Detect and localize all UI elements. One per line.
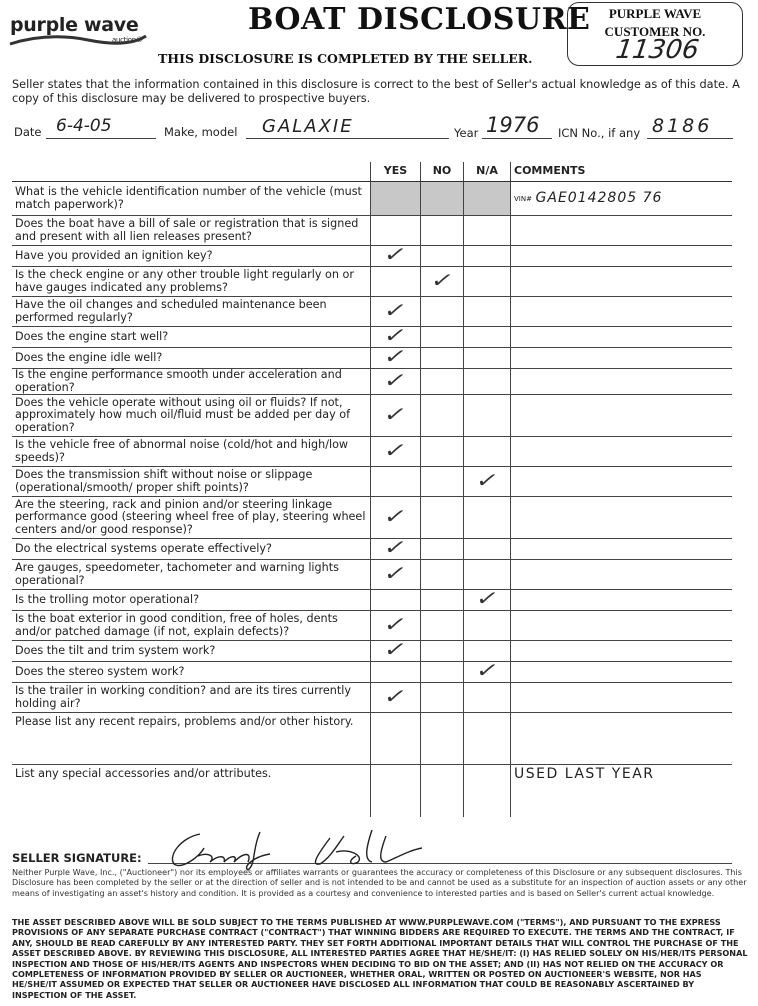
comments-cell[interactable]	[511, 641, 733, 662]
comments-cell[interactable]	[511, 297, 733, 327]
check-mark-icon: ✓	[473, 586, 501, 611]
na-answer-cell[interactable]	[464, 497, 511, 539]
yes-answer-cell[interactable]	[371, 560, 421, 590]
accessories-answer-cell[interactable]	[464, 765, 511, 817]
repairs-answer-cell[interactable]	[464, 713, 511, 765]
icn-line	[647, 137, 733, 139]
na-answer-cell[interactable]	[464, 586, 511, 611]
comments-cell[interactable]	[511, 348, 733, 369]
table-row	[12, 683, 732, 713]
question-text: Is the vehicle free of abnormal noise (cold/hot and high/low speeds)?	[12, 437, 371, 467]
no-answer-cell[interactable]	[421, 590, 464, 611]
question-text: Have the oil changes and scheduled maintenance been performed regularly?	[12, 297, 371, 327]
table-row	[12, 590, 732, 611]
logo-wave-icon	[8, 34, 148, 48]
customer-number[interactable]: 11306	[613, 35, 701, 65]
question-text: Is the engine performance smooth under acceleration and operation?	[12, 369, 371, 395]
page-subtitle: THIS DISCLOSURE IS COMPLETED BY THE SELLER.	[158, 51, 533, 66]
no-answer-cell[interactable]	[421, 497, 464, 539]
icn-label: ICN No., if any	[558, 126, 641, 140]
question-header	[12, 162, 371, 182]
no-answer-cell[interactable]	[421, 539, 464, 560]
no-header: NO	[421, 162, 464, 182]
table-row	[12, 267, 732, 297]
no-answer-cell[interactable]	[421, 437, 464, 467]
table-row	[12, 348, 732, 369]
check-mark-icon: ✓	[381, 683, 410, 708]
no-answer-cell[interactable]	[421, 297, 464, 327]
check-mark-icon: ✓	[381, 367, 410, 392]
question-text: Are the steering, rack and pinion and/or steering linkage performance good (steering wheel free of play, steering wheel centers and/or good response)?	[12, 497, 371, 539]
accessories-row	[12, 765, 732, 817]
comments-cell[interactable]	[511, 246, 733, 267]
comments-cell[interactable]	[511, 662, 733, 683]
date-line	[46, 137, 156, 139]
question-text: Does the stereo system work?	[12, 662, 371, 683]
na-header: N/A	[464, 162, 511, 182]
accessories-label: List any special accessories and/or attributes.	[15, 767, 272, 780]
question-text: Have you provided an ignition key?	[12, 246, 371, 267]
table-row	[12, 662, 732, 683]
question-text: Is the boat exterior in good condition, free of holes, dents and/or patched damage (if not, explain defects)?	[12, 611, 371, 641]
na-answer-cell[interactable]	[464, 539, 511, 560]
table-row	[12, 297, 732, 327]
repairs-comments-cell[interactable]	[511, 713, 733, 765]
no-answer-cell[interactable]	[421, 267, 464, 297]
page-title: BOAT DISCLOSURE	[248, 2, 591, 37]
repairs-answer-cell[interactable]	[371, 713, 421, 765]
table-row	[12, 611, 732, 641]
na-answer-cell[interactable]	[464, 267, 511, 297]
check-mark-icon: ✓	[381, 437, 410, 462]
question-text: Does the engine idle well?	[12, 348, 371, 369]
na-answer-cell[interactable]	[464, 611, 511, 641]
vin-value: GAE0142805 76	[535, 189, 663, 206]
make-label: Make, model	[164, 125, 238, 139]
yes-answer-cell[interactable]	[371, 497, 421, 539]
yes-answer-cell[interactable]	[371, 242, 421, 267]
table-row	[12, 467, 732, 497]
check-mark-icon: ✓	[381, 297, 410, 322]
comments-cell[interactable]	[511, 497, 733, 539]
repairs-answer-cell[interactable]	[421, 713, 464, 765]
table-row	[12, 497, 732, 539]
logo-subtext: auction®	[112, 36, 143, 44]
yes-answer-cell[interactable]	[371, 662, 421, 683]
accessories-answer-cell[interactable]	[371, 765, 421, 817]
no-answer-cell[interactable]	[421, 216, 464, 246]
yes-answer-cell[interactable]	[371, 297, 421, 327]
comments-cell[interactable]	[511, 590, 733, 611]
na-answer-cell[interactable]	[464, 437, 511, 467]
comments-header: COMMENTS	[511, 162, 733, 182]
question-text: Is the trolling motor operational?	[12, 590, 371, 611]
terms-text: THE ASSET DESCRIBED ABOVE WILL BE SOLD SUBJECT TO THE TERMS PUBLISHED AT WWW.PURPLEWAVE.COM ("TERMS"), AND PURSUANT TO THE EXPRESS PROVISIONS OF ANY SEPARATE PURCHASE CONTRACT ("CONTRACT") THAT WINNING BIDDERS ARE REQUIRED TO EXECUTE. THE TERMS AND THE CONTRACT, IF ANY, SHOULD BE READ CAREFULLY BY ANY INTERESTED PARTY. THEY SET FORTH ADDITIONAL IMPORTANT DETAILS THAT WILL CONTROL THE PURCHASE OF THE ASSET DESCRIBED ABOVE. BY REVIEWING THIS DISCLOSURE, ALL INTERESTED PARTIES AGREE THAT HE/SHE/IT: (I) HAS RELIED SOLELY ON HIS/HER/ITS PERSONAL INSPECTION AND THOSE OF HIS/HER/ITS AGENTS AND INSPECTORS WHEN DECIDING TO BID ON THE ASSET; AND (II) HAS NOT RELIED ON THE ACCURACY OR COMPLETENESS OF INFORMATION PROVIDED BY SELLER OR AUCTIONEER, WHETHER ORAL, WRITTEN OR POSTED ON AUCTIONEER'S WEBSITE, NOR HAS HE/SHE/IT ASSUMED OR EXPECTED THAT SELLER OR AUCTIONEER HAVE DISCLOSED ALL INFORMATION THAT COULD BE REASONABLY ASCERTAINED BY INSPECTION OF THE ASSET.	[12, 917, 748, 1000]
question-text: Is the check engine or any other trouble light regularly on or have gauges indicated any problems?	[12, 267, 371, 297]
comments-cell[interactable]	[511, 369, 733, 395]
comments-cell[interactable]	[511, 560, 733, 590]
question-text: Do the electrical systems operate effectively?	[12, 539, 371, 560]
table-row	[12, 369, 732, 395]
no-answer-cell[interactable]	[421, 369, 464, 395]
comments-cell[interactable]	[511, 437, 733, 467]
date-label: Date	[14, 125, 42, 139]
make-model-field[interactable]: GALAXIE	[262, 116, 354, 137]
logo	[10, 14, 143, 44]
year-line	[482, 137, 552, 139]
table-row	[12, 182, 732, 216]
question-text: Does the vehicle operate without using oil or fluids? If not, approximately how much oil/fluid must be added per day of operation?	[12, 395, 371, 437]
question-text: Does the transmission shift without noise or slippage (operational/smooth/ proper shift points)?	[12, 467, 371, 497]
repairs-label: Please list any recent repairs, problems and/or other history.	[12, 713, 371, 765]
yes-answer-cell[interactable]	[371, 683, 421, 713]
comments-cell[interactable]	[511, 267, 733, 297]
table-row	[12, 560, 732, 590]
no-answer-cell[interactable]	[421, 641, 464, 662]
table-row	[12, 539, 732, 560]
yes-answer-cell[interactable]	[371, 590, 421, 611]
question-text: Is the trailer in working condition? and are its tires currently holding air?	[12, 683, 371, 713]
check-mark-icon: ✓	[381, 637, 410, 662]
table-row	[12, 216, 732, 246]
customer-label-line1: PURPLE WAVE	[608, 6, 702, 21]
table-header-row	[12, 162, 732, 182]
no-answer-cell[interactable]	[421, 467, 464, 497]
accessories-comment: USED LAST YEAR	[514, 766, 655, 782]
na-answer-cell[interactable]	[464, 369, 511, 395]
na-answer-cell[interactable]	[464, 216, 511, 246]
comments-cell[interactable]	[511, 467, 733, 497]
table-row	[12, 641, 732, 662]
check-mark-icon: ✓	[381, 323, 410, 348]
check-mark-icon: ✓	[473, 658, 501, 683]
question-text: Are gauges, speedometer, tachometer and warning lights operational?	[12, 560, 371, 590]
vin-prefix: VIN#	[514, 194, 532, 203]
question-text: Does the tilt and trim system work?	[12, 641, 371, 662]
yes-answer-cell[interactable]	[371, 535, 421, 560]
comments-cell[interactable]	[511, 216, 733, 246]
na-answer-cell[interactable]	[464, 182, 511, 216]
no-answer-cell[interactable]	[421, 348, 464, 369]
yes-answer-cell[interactable]	[371, 216, 421, 246]
intro-statement: Seller states that the information contained in this disclosure is correct to the best of Seller's actual knowledge as of this date. A copy of this disclosure may be delivered to prospective buyers.	[12, 78, 740, 105]
no-answer-cell[interactable]	[421, 683, 464, 713]
na-answer-cell[interactable]	[464, 246, 511, 267]
icn-field[interactable]: 8186	[652, 115, 713, 137]
comments-cell[interactable]	[511, 182, 733, 216]
seller-signature-label: SELLER SIGNATURE:	[12, 851, 142, 865]
question-text: Does the boat have a bill of sale or registration that is signed and present with all lien releases present?	[12, 216, 371, 246]
yes-answer-cell[interactable]	[371, 637, 421, 662]
check-mark-icon: ✓	[381, 401, 410, 426]
year-field[interactable]: 1976	[486, 113, 540, 137]
check-mark-icon: ✓	[381, 503, 410, 528]
question-text: Does the engine start well?	[12, 327, 371, 348]
na-answer-cell[interactable]	[464, 658, 511, 683]
question-text: What is the vehicle identification number of the vehicle (must match paperwork)?	[12, 182, 371, 216]
check-mark-icon: ✓	[428, 267, 456, 292]
yes-answer-cell[interactable]	[371, 369, 421, 395]
no-answer-cell[interactable]	[421, 327, 464, 348]
no-answer-cell[interactable]	[421, 662, 464, 683]
yes-answer-cell[interactable]	[371, 395, 421, 437]
disclosure-table	[12, 162, 732, 817]
no-answer-cell[interactable]	[421, 560, 464, 590]
accessories-comments-cell[interactable]	[511, 765, 733, 817]
table-row	[12, 437, 732, 467]
year-label: Year	[454, 126, 479, 140]
repairs-row	[12, 713, 732, 765]
no-answer-cell[interactable]	[421, 182, 464, 216]
na-answer-cell[interactable]	[464, 560, 511, 590]
no-answer-cell[interactable]	[421, 395, 464, 437]
na-answer-cell[interactable]	[464, 395, 511, 437]
check-mark-icon: ✓	[381, 242, 410, 267]
customer-number-box	[567, 2, 743, 66]
na-answer-cell[interactable]	[464, 683, 511, 713]
yes-answer-cell[interactable]	[371, 344, 421, 369]
comments-cell[interactable]	[511, 539, 733, 560]
na-answer-cell[interactable]	[464, 297, 511, 327]
yes-answer-cell[interactable]	[371, 437, 421, 467]
logo-text: purple wave	[10, 14, 139, 36]
comments-cell[interactable]	[511, 611, 733, 641]
disclaimer-text: Neither Purple Wave, Inc., ("Auctioneer") nor its employees or affiliates warrants or guarantees the accuracy or completeness of this Disclosure or any subsequent disclosures. This Disclosure has been completed by the seller or at the direction of seller and is not intended to be and cannot be used as a substitute for an inspection of auction assets or any other means of investigating an asset's history and condition. It is provided as a courtesy and convenience to interested parties and is based on Seller's current actual knowledge.	[12, 867, 747, 898]
check-mark-icon: ✓	[473, 467, 501, 492]
comments-cell[interactable]	[511, 395, 733, 437]
table-row	[12, 395, 732, 437]
na-answer-cell[interactable]	[464, 467, 511, 497]
comments-cell[interactable]	[511, 327, 733, 348]
customer-label-line2: CUSTOMER NO.	[604, 24, 706, 39]
table-row	[12, 327, 732, 348]
seller-signature-image[interactable]	[160, 826, 440, 872]
yes-answer-cell[interactable]	[371, 611, 421, 641]
check-mark-icon: ✓	[381, 611, 410, 636]
yes-answer-cell[interactable]	[371, 467, 421, 497]
table-row	[12, 246, 732, 267]
comments-cell[interactable]	[511, 683, 733, 713]
no-answer-cell[interactable]	[421, 246, 464, 267]
date-field[interactable]: 6-4-05	[56, 116, 112, 136]
yes-answer-cell[interactable]	[371, 182, 421, 216]
make-line	[246, 137, 449, 139]
no-answer-cell[interactable]	[421, 611, 464, 641]
yes-header: YES	[371, 162, 421, 182]
yes-answer-cell[interactable]	[371, 267, 421, 297]
na-answer-cell[interactable]	[464, 348, 511, 369]
check-mark-icon: ✓	[381, 535, 410, 560]
accessories-answer-cell[interactable]	[421, 765, 464, 817]
check-mark-icon: ✓	[381, 344, 410, 369]
check-mark-icon: ✓	[381, 560, 410, 585]
na-answer-cell[interactable]	[464, 327, 511, 348]
